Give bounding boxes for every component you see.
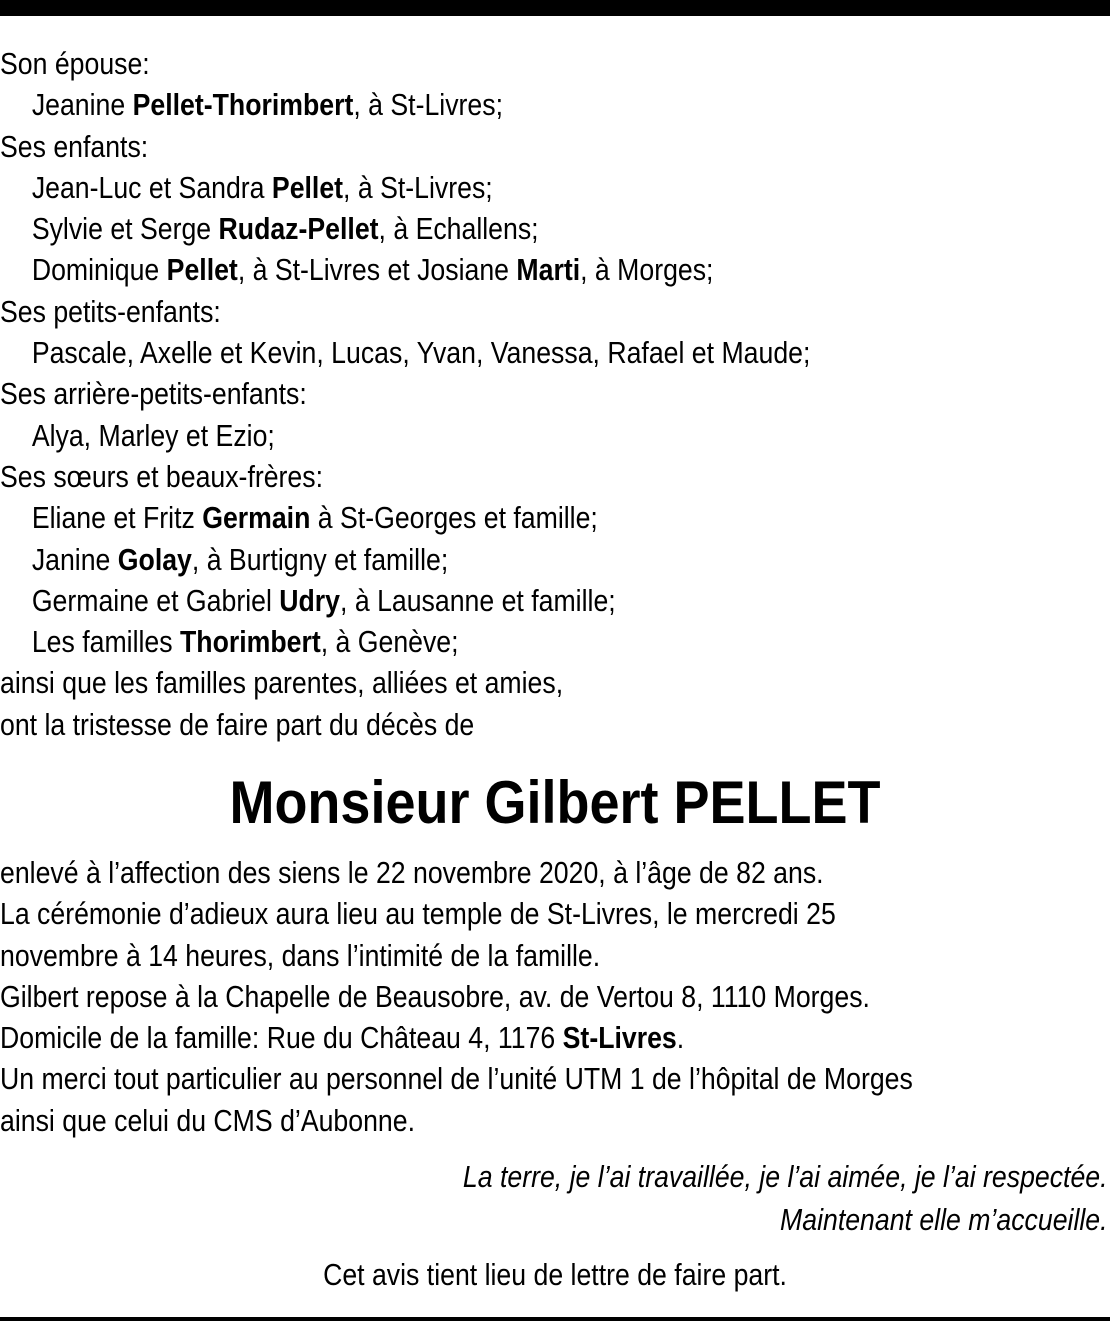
text-fragment: , à Genève; [320,624,459,660]
text-line [0,580,953,621]
family-name: Germain [202,500,311,536]
deceased-name: Monsieur Gilbert PELLET [229,769,881,836]
family-name: Thorimbert [179,624,321,660]
family-name: Pellet-Thorimbert [132,87,354,123]
text-fragment: Ses sœurs et beaux-frères: [0,458,323,494]
text-fragment: Son épouse: [0,46,150,81]
text-fragment: Un merci tout particulier au personnel de l’unité UTM 1 de l’hôpital de Morges [0,1061,913,1097]
text-fragment: Ses petits-enfants: [0,293,221,329]
text-line [0,497,953,538]
text-fragment: Ses arrière-petits-enfants: [0,376,307,412]
text-fragment: Sylvie et Serge [31,211,219,247]
text-fragment: . [676,1020,685,1056]
section-heading [0,126,953,167]
ceremony-details [0,852,1109,1141]
section-heading [0,662,953,703]
bottom-rule [0,1317,1110,1321]
family-name: Rudaz-Pellet [218,211,379,247]
section-heading [0,704,953,745]
family-name: Pellet [271,169,344,205]
family-name: Marti [516,252,581,288]
text-fragment: Les familles [31,624,180,660]
text-fragment: ainsi que celui du CMS d’Aubonne. [0,1102,415,1138]
text-fragment: enlevé à l’affection des siens le 22 novembre 2020, à l’âge de 82 ans. [0,855,824,890]
text-fragment: Alya, Marley et Ezio; [31,417,275,453]
text-line [0,84,953,125]
section-heading [0,373,953,414]
closing-notice: Cet avis tient lieu de lettre de faire part. [323,1257,787,1292]
text-fragment: Germaine et Gabriel [31,582,280,618]
text-fragment: , à Morges; [580,252,714,288]
text-line [0,1100,1109,1141]
section-heading [0,456,953,497]
text-line [0,208,953,249]
text-fragment: Janine [31,541,118,577]
family-name: St-Livres [562,1020,677,1056]
text-line [0,539,953,580]
text-fragment: Jeanine [31,87,133,123]
text-fragment: Ses enfants: [0,128,149,164]
section-heading [0,291,953,332]
text-fragment: novembre à 14 heures, dans l’intimité de la famille. [0,937,601,973]
text-fragment: Jean-Luc et Sandra [31,169,272,205]
text-fragment: , à St-Livres; [343,169,493,205]
text-line [0,332,953,373]
text-fragment: , à Burtigny et famille; [191,541,449,577]
text-line [0,167,953,208]
text-line [0,976,1109,1017]
text-fragment: , à St-Livres; [353,87,503,123]
text-fragment: , à St-Livres et Josiane [237,252,517,288]
text-fragment: Pascale, Axelle et Kevin, Lucas, Yvan, Vanessa, Rafael et Maude; [31,335,811,371]
quote-line: Maintenant elle m’accueille. [780,1202,1108,1237]
quote [463,1155,1108,1241]
text-line [0,1058,1109,1099]
text-line [0,935,1109,976]
section-heading [0,43,953,84]
text-fragment: à St-Georges et famille; [310,500,598,536]
text-line [0,852,1109,893]
family-list [0,43,953,745]
text-line [0,249,953,290]
text-fragment: , à Lausanne et famille; [340,582,616,618]
text-fragment: Gilbert repose à la Chapelle de Beausobre, av. de Vertou 8, 1110 Morges. [0,978,870,1014]
family-name: Udry [279,582,341,618]
text-line [0,415,953,456]
text-fragment: ont la tristesse de faire part du décès de [0,706,475,742]
text-line [0,893,1109,934]
text-fragment: Dominique [31,252,167,288]
text-fragment: , à Echallens; [378,211,539,247]
text-fragment: La cérémonie d’adieux aura lieu au temple de St-Livres, le mercredi 25 [0,896,836,932]
quote-line: La terre, je l’ai travaillée, je l’ai aimée, je l’ai respectée. [463,1159,1108,1194]
family-name: Golay [117,541,192,577]
text-fragment: Eliane et Fritz [31,500,203,536]
text-line [0,1017,1109,1058]
text-line [0,621,953,662]
top-rule [0,0,1110,16]
text-fragment: ainsi que les familles parentes, alliées et amies, [0,665,564,701]
text-fragment: Domicile de la famille: Rue du Château 4, 1176 [0,1020,563,1056]
family-name: Pellet [166,252,238,288]
